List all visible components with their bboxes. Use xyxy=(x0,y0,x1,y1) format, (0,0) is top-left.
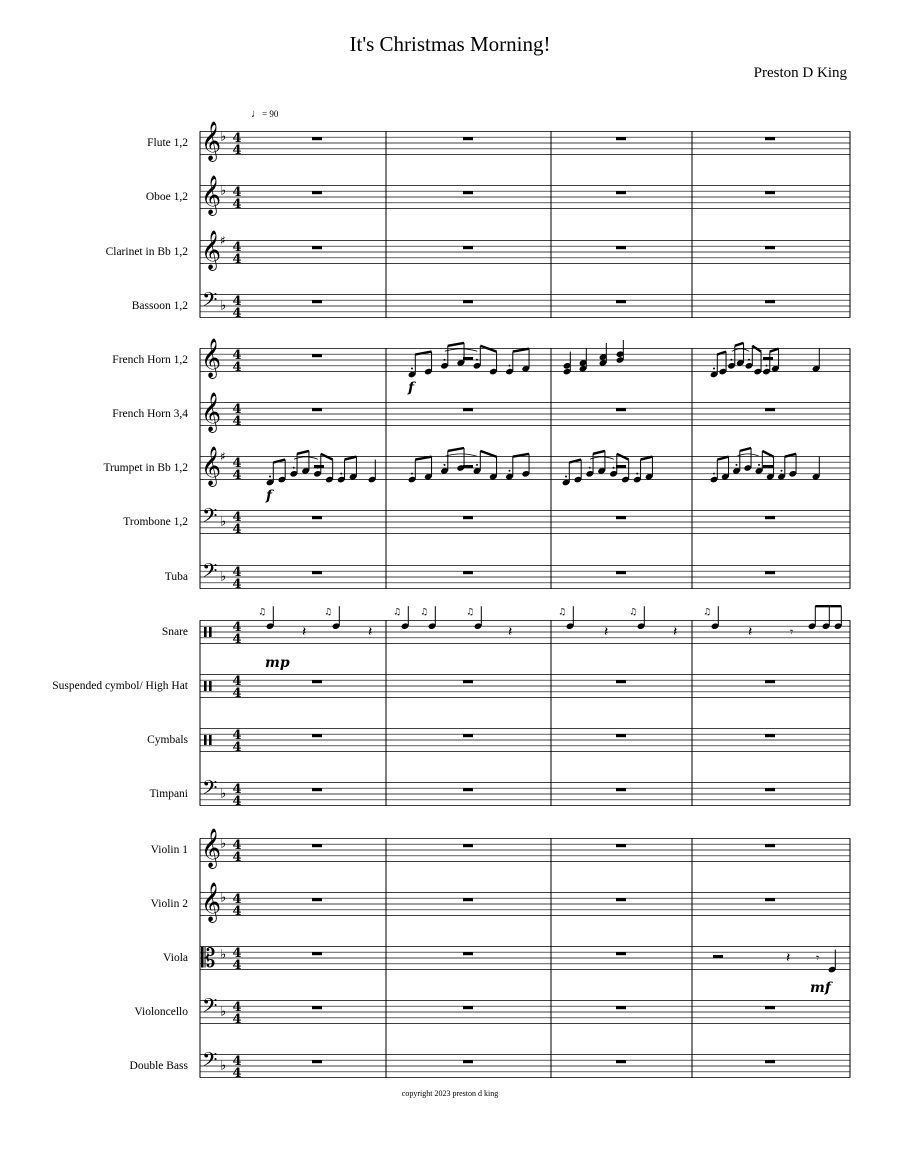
staff xyxy=(200,882,850,923)
quarter-rest-icon: 𝄽 xyxy=(673,624,678,640)
whole-rest xyxy=(616,408,626,411)
whole-rest xyxy=(463,1006,473,1009)
whole-rest xyxy=(765,1060,775,1063)
beam xyxy=(762,451,773,457)
whole-rest xyxy=(463,191,473,194)
whole-rest xyxy=(312,408,322,411)
whole-rest xyxy=(312,1006,322,1009)
flat-icon: ♭ xyxy=(220,569,227,585)
staccato-dot xyxy=(293,467,295,469)
staves-layer xyxy=(200,121,850,1081)
time-signature-bottom: 4 xyxy=(232,740,242,755)
half-rest xyxy=(463,465,473,468)
time-signature-bottom: 4 xyxy=(232,360,242,375)
time-signature-bottom: 4 xyxy=(232,632,242,647)
whole-rest xyxy=(312,952,322,955)
instrument-label: Suspended cymbol/ High Hat xyxy=(52,680,188,692)
bass-clef-icon: 𝄢 xyxy=(202,776,218,804)
whole-rest xyxy=(463,1060,473,1063)
staff xyxy=(200,994,850,1027)
whole-rest xyxy=(765,408,775,411)
staff xyxy=(200,504,850,537)
whole-rest xyxy=(312,354,322,357)
whole-rest xyxy=(616,680,626,683)
whole-rest xyxy=(463,246,473,249)
whole-rest xyxy=(765,734,775,737)
whole-rest xyxy=(463,844,473,847)
half-rest xyxy=(763,465,773,468)
whole-rest xyxy=(312,137,322,140)
half-rest xyxy=(763,357,773,360)
grace-notes: ♫ xyxy=(324,607,333,618)
time-signature-top: 4 xyxy=(232,185,242,200)
beam xyxy=(448,448,464,451)
instrument-label: Flute 1,2 xyxy=(147,137,188,149)
flat-icon: ♭ xyxy=(220,890,227,906)
percussion-clef-icon xyxy=(209,681,212,691)
instrument-label: Clarinet in Bb 1,2 xyxy=(105,246,188,258)
grace-notes: ♫ xyxy=(703,607,712,618)
whole-rest xyxy=(463,898,473,901)
time-signature-bottom: 4 xyxy=(232,306,242,321)
bass-clef-icon: 𝄢 xyxy=(202,994,218,1022)
staccato-dot xyxy=(444,464,446,466)
time-signature-bottom: 4 xyxy=(232,850,242,865)
beam xyxy=(345,457,357,460)
instrument-label: Trombone 1,2 xyxy=(123,516,188,528)
whole-rest xyxy=(312,516,322,519)
treble-clef-icon: 𝄞 xyxy=(201,392,222,432)
staff xyxy=(200,776,850,809)
flat-icon: ♭ xyxy=(220,1058,227,1074)
notes-layer xyxy=(258,137,842,1063)
flat-icon: ♭ xyxy=(220,129,227,145)
dynamic-viola: mf xyxy=(810,980,831,996)
whole-rest xyxy=(616,300,626,303)
whole-rest xyxy=(463,571,473,574)
quarter-rest-icon: 𝄽 xyxy=(604,624,609,640)
instrument-label: Double Bass xyxy=(129,1060,188,1072)
staff xyxy=(200,944,850,974)
whole-rest xyxy=(463,788,473,791)
whole-rest xyxy=(312,898,322,901)
time-signature-top: 4 xyxy=(232,728,242,743)
flat-icon: ♭ xyxy=(220,836,227,852)
time-signature-top: 4 xyxy=(232,565,242,580)
instrument-label: Violin 1 xyxy=(150,844,188,856)
beam xyxy=(735,343,744,346)
beam xyxy=(513,349,529,352)
alto-clef-icon: 𝄡 xyxy=(201,944,216,974)
whole-rest xyxy=(312,680,322,683)
whole-rest xyxy=(463,300,473,303)
instrument-label: Viola xyxy=(163,952,188,964)
instrument-label: Tuba xyxy=(164,571,188,583)
whole-rest xyxy=(616,734,626,737)
whole-rest xyxy=(312,844,322,847)
staff xyxy=(200,620,850,647)
instrument-label: Cymbals xyxy=(147,734,188,746)
instrument-label: Violin 2 xyxy=(150,898,188,910)
sharp-icon: ♯ xyxy=(220,449,226,464)
staff xyxy=(200,392,850,433)
whole-rest xyxy=(765,137,775,140)
time-signature-bottom: 4 xyxy=(232,958,242,973)
staccato-dot xyxy=(269,476,271,478)
time-signature-top: 4 xyxy=(232,348,242,363)
staccato-dot xyxy=(444,359,446,361)
dynamic-horn: f xyxy=(408,380,415,396)
copyright-notice: copyright 2023 preston d king xyxy=(401,1089,499,1098)
treble-clef-icon: 𝄞 xyxy=(201,230,222,270)
whole-rest xyxy=(616,571,626,574)
instrument-label: Timpani xyxy=(149,788,188,800)
bass-clef-icon: 𝄢 xyxy=(202,288,218,316)
time-signature-bottom: 4 xyxy=(232,794,242,809)
beam xyxy=(480,451,496,457)
whole-rest xyxy=(463,408,473,411)
time-signature-top: 4 xyxy=(232,892,242,907)
instrument-label: French Horn 3,4 xyxy=(112,408,188,420)
half-rest xyxy=(616,465,626,468)
beam xyxy=(641,457,653,460)
staccato-dot xyxy=(758,464,760,466)
whole-rest xyxy=(616,952,626,955)
treble-clef-icon: 𝄞 xyxy=(201,121,222,161)
slur xyxy=(445,349,478,352)
staccato-dot xyxy=(411,473,413,475)
whole-rest xyxy=(312,571,322,574)
flat-icon: ♭ xyxy=(220,514,227,530)
percussion-clef-icon xyxy=(204,627,207,637)
whole-rest xyxy=(616,898,626,901)
bass-clef-icon: 𝄢 xyxy=(202,1048,218,1076)
time-signature-top: 4 xyxy=(232,131,242,146)
staccato-dot xyxy=(766,365,768,367)
whole-rest xyxy=(616,516,626,519)
instrument-label: Snare xyxy=(161,626,188,638)
staccato-dot xyxy=(509,365,511,367)
staccato-dot xyxy=(476,359,478,361)
whole-rest xyxy=(312,1060,322,1063)
eighth-rest-icon: 𝄾 xyxy=(790,625,794,639)
score-title: It's Christmas Morning! xyxy=(349,32,551,56)
whole-rest xyxy=(463,734,473,737)
time-signature-bottom: 4 xyxy=(232,1012,242,1027)
time-signature-top: 4 xyxy=(232,838,242,853)
staff xyxy=(200,559,850,592)
whole-rest xyxy=(765,788,775,791)
whole-rest xyxy=(616,1060,626,1063)
whole-rest xyxy=(616,191,626,194)
staccato-dot xyxy=(736,464,738,466)
bass-clef-icon: 𝄢 xyxy=(202,559,218,587)
half-rest xyxy=(463,357,473,360)
slur xyxy=(294,457,318,460)
time-signature-top: 4 xyxy=(232,402,242,417)
staccato-dot xyxy=(713,368,715,370)
grace-notes: ♫ xyxy=(258,607,267,618)
grace-notes: ♫ xyxy=(629,607,638,618)
time-signature-top: 4 xyxy=(232,782,242,797)
whole-rest xyxy=(616,788,626,791)
time-signature-bottom: 4 xyxy=(232,522,242,537)
percussion-clef-icon xyxy=(209,735,212,745)
instrument-label: Oboe 1,2 xyxy=(145,191,188,203)
whole-rest xyxy=(616,246,626,249)
staff xyxy=(200,121,850,162)
whole-rest xyxy=(312,246,322,249)
flat-icon: ♭ xyxy=(220,947,227,963)
staff xyxy=(200,288,850,321)
whole-rest xyxy=(765,680,775,683)
whole-rest xyxy=(765,300,775,303)
instrument-label: Violoncello xyxy=(134,1006,188,1018)
staccato-dot xyxy=(565,476,567,478)
half-rest xyxy=(314,465,324,468)
grace-notes: ♫ xyxy=(558,607,567,618)
grace-notes: ♫ xyxy=(466,607,475,618)
quarter-rest-icon: 𝄽 xyxy=(368,624,373,640)
whole-rest xyxy=(765,1006,775,1009)
whole-rest xyxy=(616,137,626,140)
beam xyxy=(740,448,751,451)
whole-rest xyxy=(312,191,322,194)
quarter-rest-icon: 𝄽 xyxy=(748,624,753,640)
time-signature-top: 4 xyxy=(232,1000,242,1015)
staff xyxy=(200,728,850,755)
time-signature-top: 4 xyxy=(232,510,242,525)
whole-rest xyxy=(765,516,775,519)
time-signature-top: 4 xyxy=(232,620,242,635)
time-signature-top: 4 xyxy=(232,674,242,689)
whole-rest xyxy=(765,898,775,901)
time-signature-bottom: 4 xyxy=(232,904,242,919)
flat-icon: ♭ xyxy=(220,786,227,802)
composer-name: Preston D King xyxy=(753,65,847,81)
whole-rest xyxy=(765,191,775,194)
time-signature-bottom: 4 xyxy=(232,468,242,483)
time-signature-top: 4 xyxy=(232,294,242,309)
beam xyxy=(297,451,309,454)
treble-clef-icon: 𝄞 xyxy=(201,828,222,868)
dynamic-snare: mp xyxy=(265,655,290,671)
staff xyxy=(200,828,850,869)
time-signature-bottom: 4 xyxy=(232,143,242,158)
time-signature-bottom: 4 xyxy=(232,197,242,212)
staff xyxy=(200,1048,850,1081)
instrument-label: French Horn 1,2 xyxy=(112,354,188,366)
staccato-dot xyxy=(613,467,615,469)
sharp-icon: ♯ xyxy=(220,233,226,248)
time-signature-bottom: 4 xyxy=(232,686,242,701)
dynamic-trumpet: f xyxy=(266,488,273,504)
bass-clef-icon: 𝄢 xyxy=(202,504,218,532)
staccato-dot xyxy=(713,473,715,475)
tempo-text: = 90 xyxy=(262,109,279,119)
eighth-rest-icon: 𝄾 xyxy=(816,951,820,965)
whole-rest xyxy=(463,137,473,140)
staccato-dot xyxy=(748,359,750,361)
staccato-dot xyxy=(411,368,413,370)
quarter-rest-icon: 𝄽 xyxy=(302,624,307,640)
time-signature-top: 4 xyxy=(232,1054,242,1069)
treble-clef-icon: 𝄞 xyxy=(201,175,222,215)
staccato-dot xyxy=(781,470,783,472)
whole-rest xyxy=(463,680,473,683)
whole-rest xyxy=(616,1006,626,1009)
whole-rest xyxy=(765,246,775,249)
staccato-dot xyxy=(340,473,342,475)
grace-notes: ♫ xyxy=(393,607,402,618)
flat-icon: ♭ xyxy=(220,183,227,199)
staccato-dot xyxy=(731,359,733,361)
half-rest xyxy=(713,955,723,958)
time-signature-top: 4 xyxy=(232,240,242,255)
beam xyxy=(415,457,431,460)
time-signature-top: 4 xyxy=(232,456,242,471)
whole-rest xyxy=(765,571,775,574)
beam xyxy=(770,349,779,352)
whole-rest xyxy=(463,952,473,955)
grace-notes: ♫ xyxy=(420,607,429,618)
staff xyxy=(200,175,850,216)
quarter-rest-icon: 𝄽 xyxy=(786,950,791,966)
quarter-note-icon: ♩ xyxy=(251,108,262,120)
beam xyxy=(448,343,464,346)
time-signature-bottom: 4 xyxy=(232,1066,242,1081)
staccato-dot xyxy=(589,467,591,469)
staff xyxy=(200,674,850,701)
time-signature-bottom: 4 xyxy=(232,252,242,267)
whole-rest xyxy=(463,516,473,519)
staccato-dot xyxy=(636,473,638,475)
instrument-label: Bassoon 1,2 xyxy=(131,300,188,312)
treble-clef-icon: 𝄞 xyxy=(201,338,222,378)
quarter-rest-icon: 𝄽 xyxy=(508,624,513,640)
time-signature-bottom: 4 xyxy=(232,577,242,592)
staff xyxy=(200,230,850,271)
treble-clef-icon: 𝄞 xyxy=(201,882,222,922)
staccato-dot xyxy=(476,464,478,466)
beam xyxy=(593,451,605,454)
treble-clef-icon: 𝄞 xyxy=(201,446,222,486)
whole-rest xyxy=(616,844,626,847)
percussion-clef-icon xyxy=(209,627,212,637)
whole-rest xyxy=(312,734,322,737)
slur xyxy=(445,454,478,457)
flat-icon: ♭ xyxy=(220,1004,227,1020)
whole-rest xyxy=(312,788,322,791)
time-signature-bottom: 4 xyxy=(232,414,242,429)
staccato-dot xyxy=(509,470,511,472)
beam xyxy=(717,457,728,460)
percussion-clef-icon xyxy=(204,735,207,745)
instrument-label: Trumpet in Bb 1,2 xyxy=(103,462,188,474)
whole-rest xyxy=(765,844,775,847)
percussion-clef-icon xyxy=(204,681,207,691)
whole-rest xyxy=(312,300,322,303)
time-signature-top: 4 xyxy=(232,946,242,961)
flat-icon: ♭ xyxy=(220,298,227,314)
slur xyxy=(590,457,614,460)
